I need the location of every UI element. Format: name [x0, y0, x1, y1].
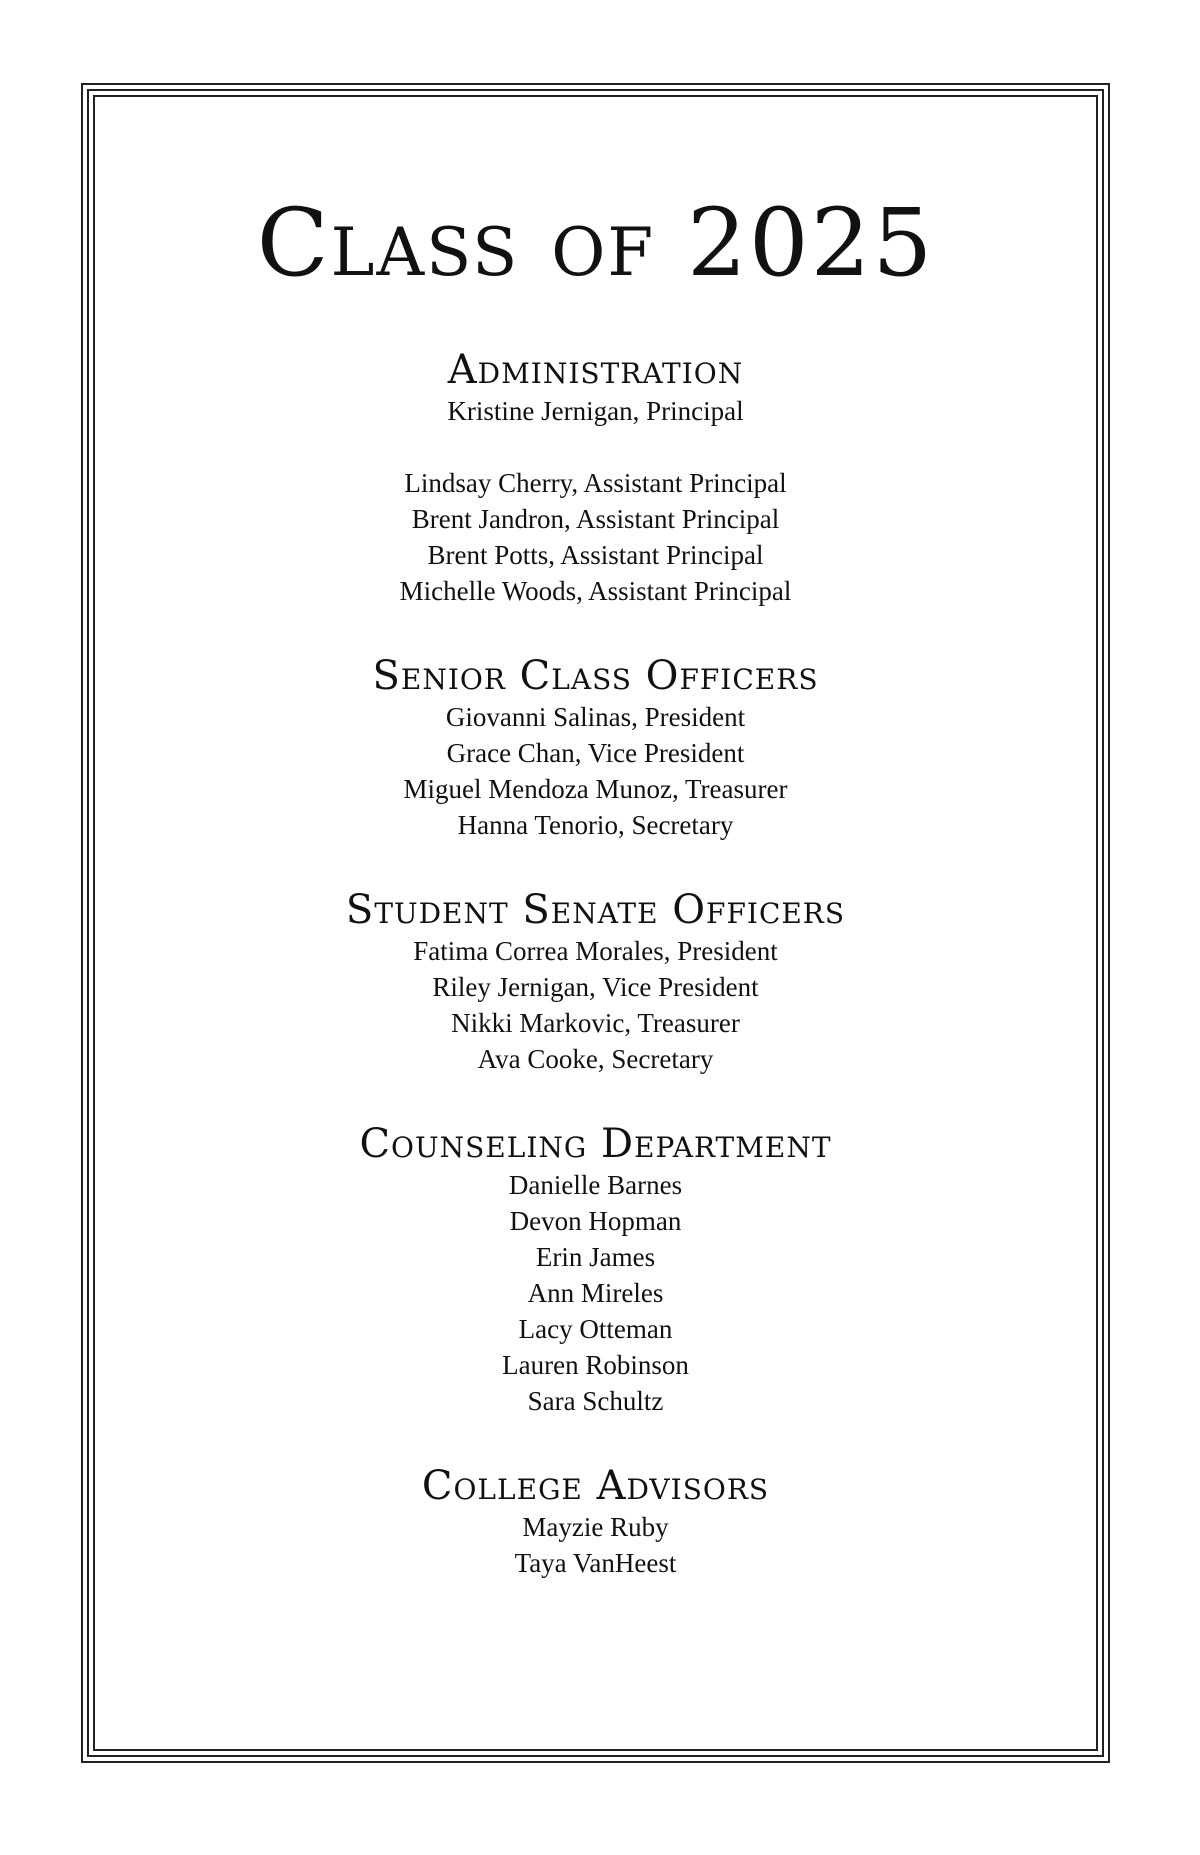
member-list [95, 1167, 1096, 1419]
member-list [95, 1509, 1096, 1581]
member-entry: Lindsay Cherry, Assistant Principal [404, 468, 787, 498]
member-entry: Erin James [535, 1242, 656, 1272]
member-entry: Hanna Tenorio, Secretary [457, 810, 734, 840]
member-list [95, 933, 1096, 1077]
section-student-senate-officers [95, 887, 1096, 1077]
section-senior-class-officers [95, 653, 1096, 843]
member-entry: Michelle Woods, Assistant Principal [399, 576, 792, 606]
section-college-advisors [95, 1463, 1096, 1581]
member-entry: Brent Jandron, Assistant Principal [411, 504, 780, 534]
member-entry: Miguel Mendoza Munoz, Treasurer [403, 774, 788, 804]
member-entry: Danielle Barnes [508, 1170, 683, 1200]
section-heading: Student Senate Officers [345, 887, 846, 933]
member-entry: Ann Mireles [527, 1278, 664, 1308]
member-list [95, 699, 1096, 843]
member-entry: Grace Chan, Vice President [446, 738, 745, 768]
member-entry: Sara Schultz [527, 1386, 664, 1416]
section-administration [95, 347, 1096, 609]
member-entry: Lacy Otteman [518, 1314, 673, 1344]
section-heading: College Advisors [421, 1463, 770, 1509]
member-entry: Nikki Markovic, Treasurer [451, 1008, 740, 1038]
section-heading: Counseling Department [359, 1121, 832, 1167]
member-entry: Riley Jernigan, Vice President [432, 972, 759, 1002]
member-entry: Giovanni Salinas, President [445, 702, 746, 732]
member-entry: Taya VanHeest [514, 1548, 677, 1578]
member-entry: Lauren Robinson [502, 1350, 689, 1380]
member-entry: Fatima Correa Morales, President [413, 936, 778, 966]
program-page [95, 97, 1096, 1581]
page-title: Class of 2025 [256, 189, 935, 298]
member-list [95, 393, 1096, 609]
member-entry: Mayzie Ruby [522, 1512, 669, 1542]
section-counseling-department [95, 1121, 1096, 1419]
section-heading: Senior Class Officers [372, 653, 819, 699]
section-heading: Administration [447, 347, 744, 393]
member-entry: Devon Hopman [509, 1206, 682, 1236]
member-entry: Brent Potts, Assistant Principal [427, 540, 764, 570]
member-entry: Ava Cooke, Secretary [477, 1044, 714, 1074]
member-entry: Kristine Jernigan, Principal [447, 396, 744, 426]
